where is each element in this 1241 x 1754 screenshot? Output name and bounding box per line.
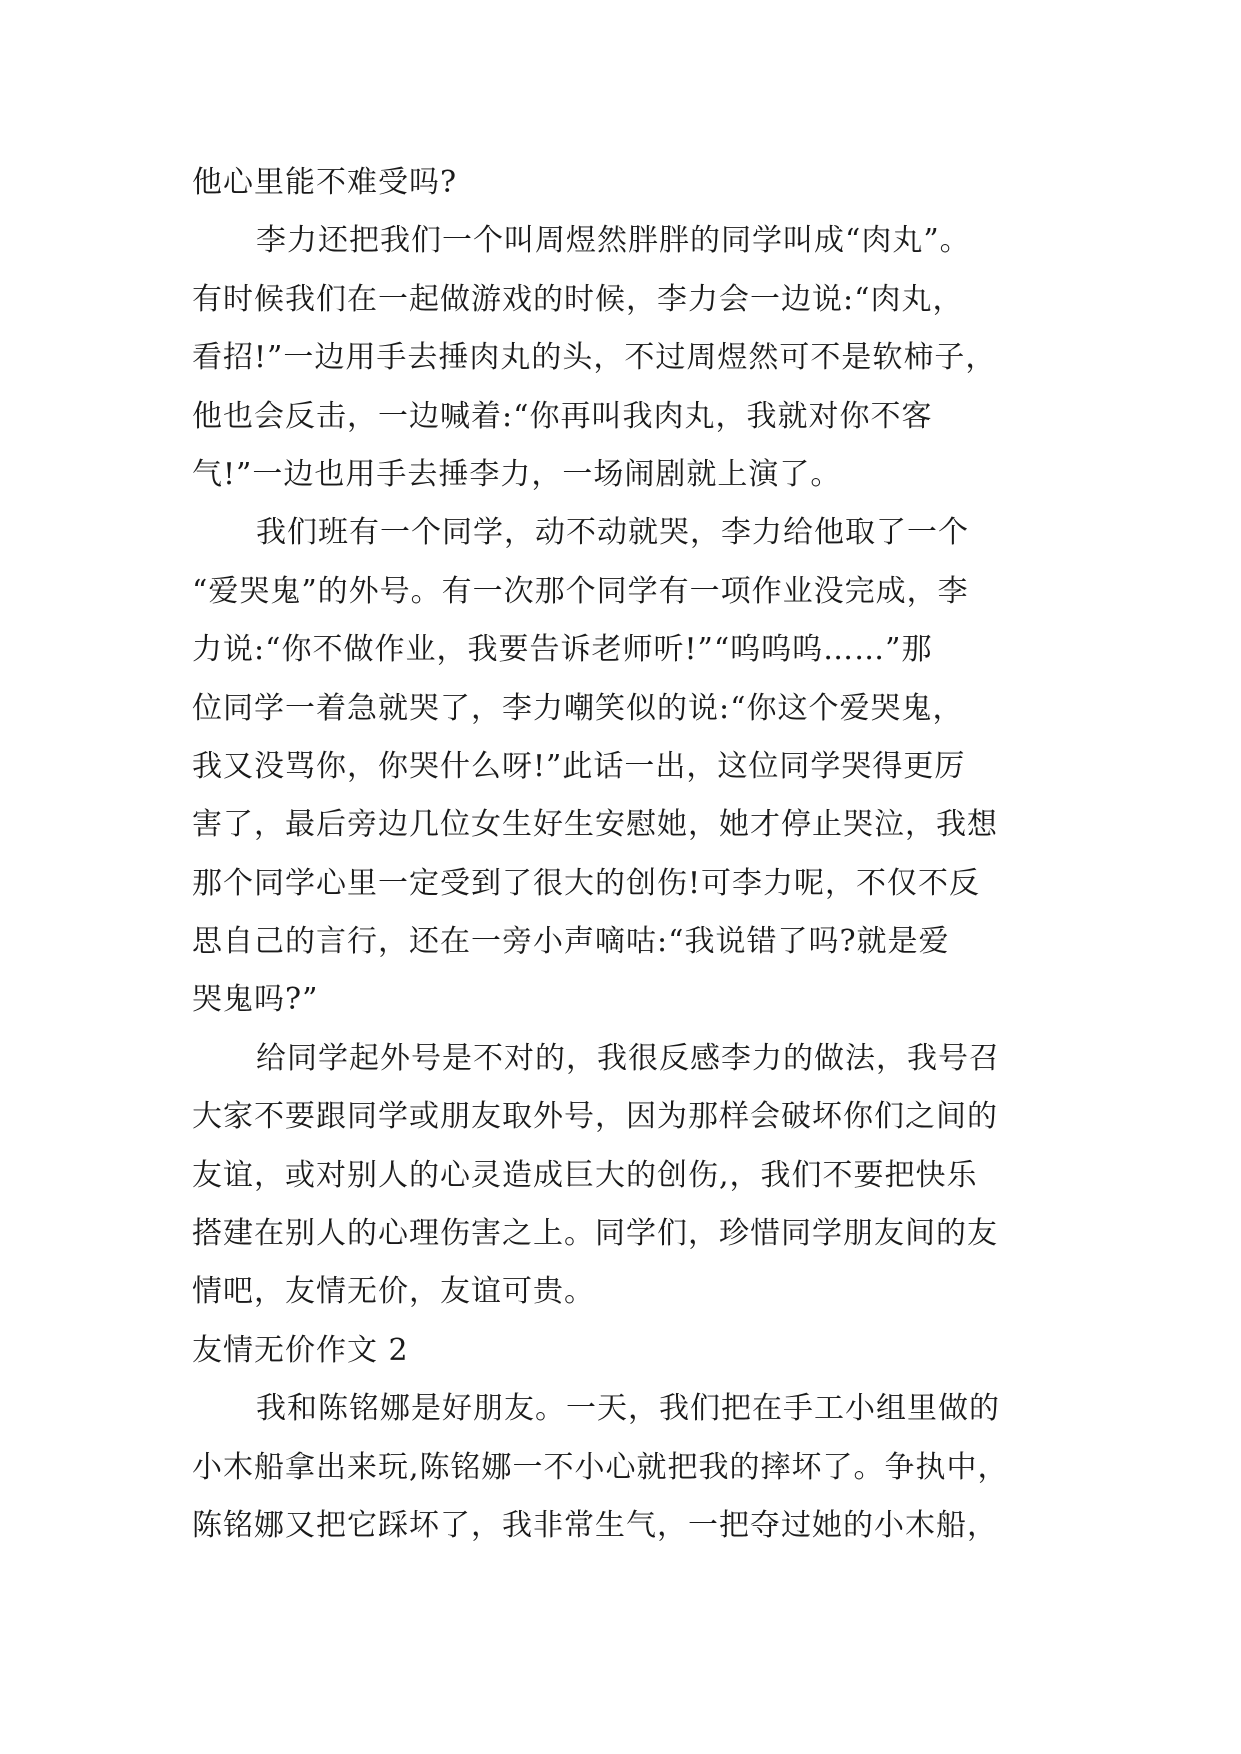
text-line: 友谊，或对别人的心灵造成巨大的创伤,，我们不要把快乐 <box>192 1157 978 1193</box>
paragraph-first-line: 我和陈铭娜是好朋友。一天，我们把在手工小组里做的 <box>256 1391 1000 1427</box>
paragraph-first-line: 给同学起外号是不对的，我很反感李力的做法，我号召 <box>256 1040 1000 1076</box>
text-line: 那个同学心里一定受到了很大的创伤!可李力呢，不仅不反 <box>192 865 981 901</box>
text-line: 小木船拿出来玩,陈铭娜一不小心就把我的摔坏了。争执中， <box>192 1449 1009 1485</box>
text-line: 看招!”一边用手去捶肉丸的头，不过周煜然可不是软柿子， <box>192 340 997 376</box>
text-line: 我又没骂你，你哭什么呀!”此话一出，这位同学哭得更厉 <box>192 748 966 784</box>
document-body <box>192 154 1050 1555</box>
text-line: 有时候我们在一起做游戏的时候，李力会一边说:“肉丸， <box>192 281 964 317</box>
paragraph-first-line: 我们班有一个同学，动不动就哭，李力给他取了一个 <box>256 515 969 551</box>
text-line: 他也会反击，一边喊着:“你再叫我肉丸，我就对你不客 <box>192 398 933 434</box>
paragraph-first-line: 李力还把我们一个叫周煜然胖胖的同学叫成“肉丸”。 <box>256 223 971 259</box>
text-line: 他心里能不难受吗? <box>192 165 458 200</box>
text-line: 力说:“你不做作业，我要告诉老师听!”“呜呜呜……”那 <box>192 632 933 668</box>
text-line: 大家不要跟同学或朋友取外号，因为那样会破坏你们之间的 <box>192 1099 998 1135</box>
text-line: 搭建在别人的心理伤害之上。同学们，珍惜同学朋友间的友 <box>192 1216 998 1252</box>
text-line: 害了，最后旁边几位女生好生安慰她，她才停止哭泣，我想 <box>192 807 998 843</box>
text-line: 位同学一着急就哭了，李力嘲笑似的说:“你这个爱哭鬼， <box>192 690 964 726</box>
text-line: 情吧，友情无价，友谊可贵。 <box>192 1274 595 1310</box>
text-line: “爱哭鬼”的外号。有一次那个同学有一项作业没完成，李 <box>192 573 969 609</box>
text-line: 气!”一边也用手去捶李力，一场闹剧就上演了。 <box>192 456 842 492</box>
text-line: 陈铭娜又把它踩坏了，我非常生气，一把夺过她的小木船， <box>192 1507 998 1543</box>
section-heading: 友情无价作文 2 <box>192 1332 409 1368</box>
text-line: 思自己的言行，还在一旁小声嘀咕:“我说错了吗?就是爱 <box>192 924 950 960</box>
text-line: 哭鬼吗?” <box>192 982 319 1018</box>
